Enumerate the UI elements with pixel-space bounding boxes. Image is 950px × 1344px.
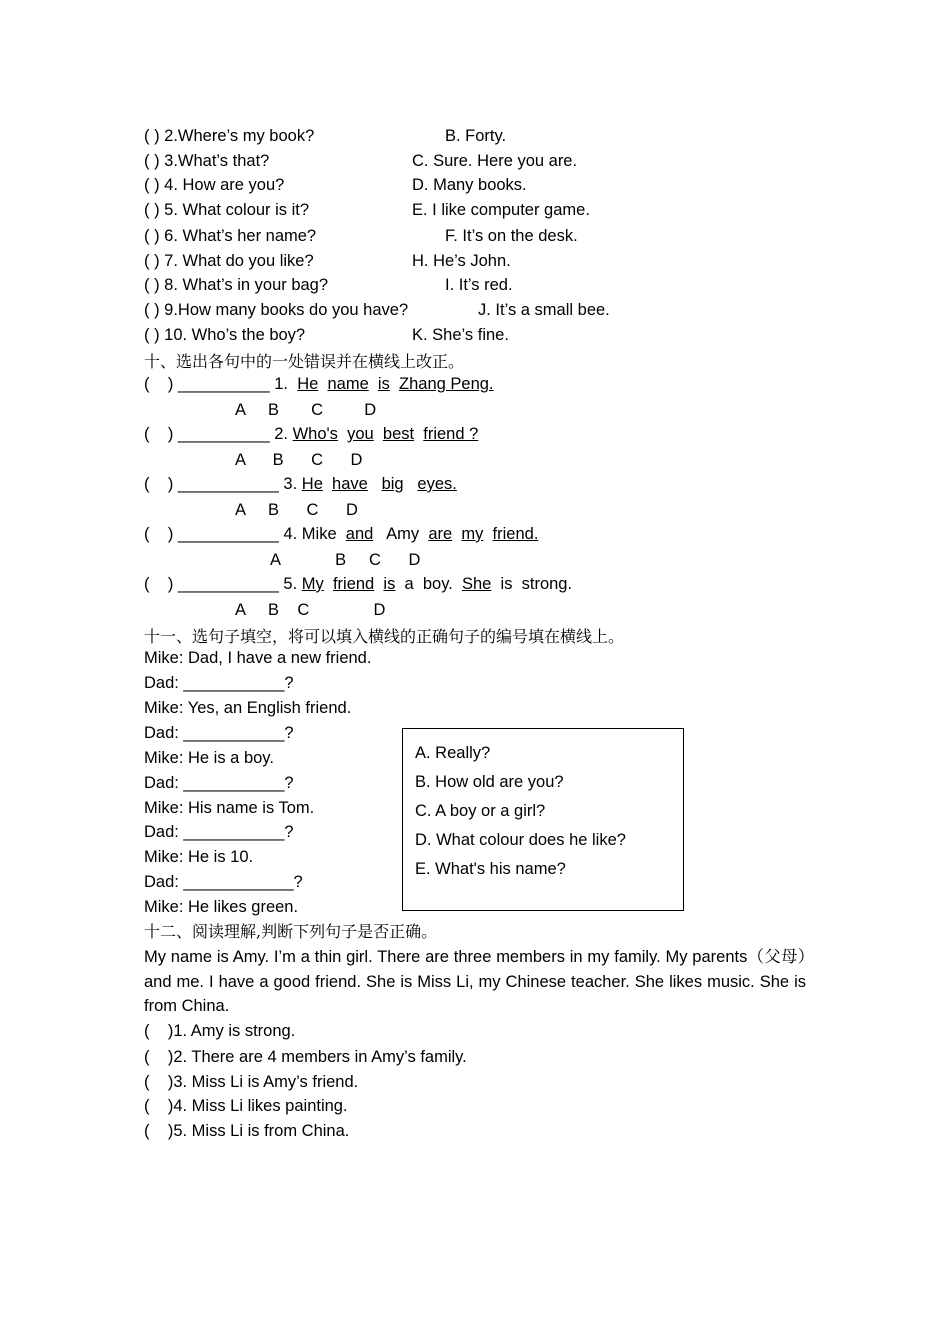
matching-answer: C. Sure. Here you are. [412,152,578,170]
matching-answer: I. It’s red. [445,276,513,294]
underlined-part: name [327,375,369,393]
underlined-part: friend ? [423,425,479,443]
underlined-part: My [301,575,324,593]
dialogue-line: Dad: ___________? [144,724,294,742]
underlined-part: Zhang Peng. [399,375,494,393]
section-title: 十、选出各句中的一处错误并在横线上改正。 [144,352,465,371]
dialogue-line: Mike: His name is Tom. [144,799,315,817]
underlined-part: and [345,525,374,543]
dialogue-line: Mike: He is a boy. [144,749,274,767]
underlined-part: my [461,525,484,543]
item-prefix: ( ) __________ 1. [144,375,293,393]
underlined-part: She [462,575,492,593]
underlined-part: big [381,475,404,493]
underlined-part: have [332,475,368,493]
plain-word: boy. [422,575,453,593]
underlined-part: He [297,375,319,393]
dialogue-line: Dad: ___________? [144,823,294,841]
underlined-part: are [428,525,453,543]
matching-question: ( ) 2.Where’s my book? [144,127,315,145]
item-prefix: ( ) __________ 2. [144,425,293,443]
options-box [402,728,684,911]
plain-word: Amy [386,525,420,543]
option-item: D. What colour does he like? [415,831,626,849]
matching-answer: H. He’s John. [412,252,511,270]
plain-word: Mike [301,525,337,543]
error-item [144,474,457,494]
dialogue-line: Mike: Yes, an English friend. [144,699,352,717]
dialogue-line: Mike: He is 10. [144,848,254,866]
choice-letters: A B C D [235,601,386,619]
underlined-part: you [347,425,374,443]
plain-word: a [404,575,414,593]
choice-letters: A B C D [235,401,377,419]
error-item [144,574,572,594]
statement-item: ( )3. Miss Li is Amy’s friend. [144,1073,359,1091]
matching-answer: E. I like computer game. [412,201,590,219]
underlined-part: is [377,375,390,393]
matching-question: ( ) 8. What’s in your bag? [144,276,329,294]
matching-answer: D. Many books. [412,176,527,194]
matching-answer: J. It’s a small bee. [478,301,610,319]
matching-question: ( ) 7. What do you like? [144,252,314,270]
error-item [144,524,538,544]
reading-passage: My name is Amy. I’m a thin girl. There are three members in my family. My parents（父母）and me. I have a good friend. She is Miss Li, my Chinese teacher. She likes music. She is from China. [144,948,806,1015]
dialogue-line: Dad: ____________? [144,873,303,891]
statement-item: ( )4. Miss Li likes painting. [144,1097,348,1115]
plain-word: is [500,575,513,593]
dialogue-line: Mike: Dad, I have a new friend. [144,649,372,667]
underlined-part: Who's [292,425,338,443]
matching-question: ( ) 9.How many books do you have? [144,301,409,319]
underlined-part: eyes. [417,475,457,493]
statement-item: ( )1. Amy is strong. [144,1022,296,1040]
dialogue-line: Dad: ___________? [144,774,294,792]
item-prefix: ( ) ___________ 4. [144,525,302,543]
option-item: B. How old are you? [415,773,564,791]
statement-item: ( )5. Miss Li is from China. [144,1122,350,1140]
underlined-part: friend [332,575,375,593]
dialogue-line: Mike: He likes green. [144,898,299,916]
matching-answer: B. Forty. [445,127,507,145]
option-item: E. What's his name? [415,860,566,878]
underlined-part: He [301,475,323,493]
matching-question: ( ) 6. What’s her name? [144,227,317,245]
matching-answer: F. It’s on the desk. [445,227,578,245]
underlined-part: friend. [492,525,539,543]
matching-question: ( ) 10. Who’s the boy? [144,326,306,344]
section-title: 十二、阅读理解,判断下列句子是否正确。 [144,922,438,941]
choice-letters: A B C D [270,551,421,569]
plain-word: strong. [521,575,573,593]
statement-item: ( )2. There are 4 members in Amy’s family. [144,1048,467,1066]
choice-letters: A B C D [235,501,358,519]
matching-answer: K. She’s fine. [412,326,509,344]
item-prefix: ( ) ___________ 5. [144,575,302,593]
matching-question: ( ) 5. What colour is it? [144,201,310,219]
matching-question: ( ) 3.What’s that? [144,152,270,170]
section-title: 十一、选句子填空，将可以填入横线的正确句子的编号填在横线上。 [144,627,625,646]
option-item: A. Really? [415,744,491,762]
matching-question: ( ) 4. How are you? [144,176,285,194]
underlined-part: is [383,575,396,593]
option-item: C. A boy or a girl? [415,802,546,820]
item-prefix: ( ) ___________ 3. [144,475,302,493]
choice-letters: A B C D [235,451,363,469]
dialogue-line: Dad: ___________? [144,674,294,692]
error-item [144,424,478,444]
underlined-part: best [382,425,415,443]
error-item [144,374,494,394]
